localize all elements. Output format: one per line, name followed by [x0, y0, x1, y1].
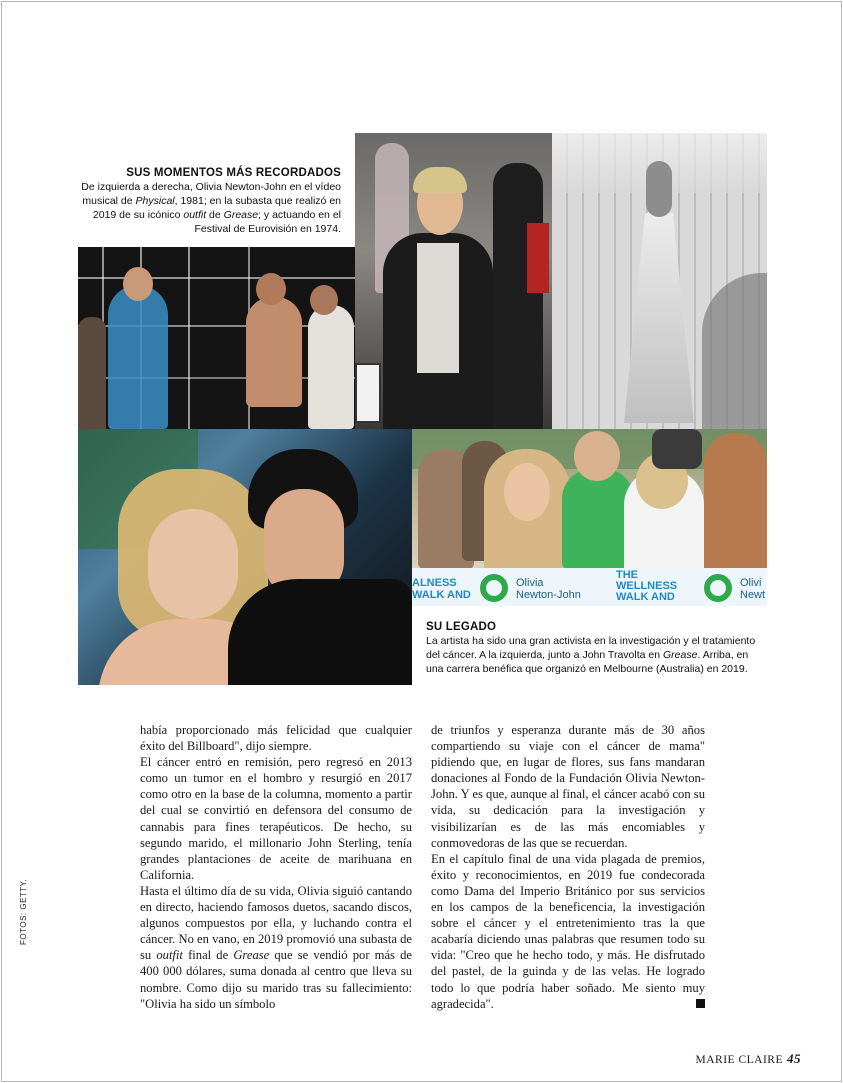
- banner-line: THE: [616, 569, 638, 581]
- article-text-part: En el capítulo final de una vida plagada de premios, éxito y reconocimientos, en 2019 fue condecorada como Dama del Imperio Británico por sus servicios en los campos de la beneficencia, la investigación sobre el cáncer y el entretenimiento tras la que acabaría diciendo unas palabras que resumen todo su vida: "Creo que he hecho todo, y más. He disfrutado del pastel, de la guinda y de las velas. He logrado todo lo que podría haber soñado. Me siento muy agradecida".: [431, 851, 705, 1011]
- magazine-name: MARIE CLAIRE: [695, 1054, 783, 1066]
- caption-italic-physical: Physical: [135, 195, 175, 207]
- page-number: 45: [787, 1051, 801, 1066]
- caption-legacy-title: SU LEGADO: [426, 621, 497, 633]
- caption-italic-grease: Grease: [223, 209, 259, 221]
- charity-banner: [412, 568, 767, 606]
- caption-moments-title: SUS MOMENTOS MÁS RECORDADOS: [126, 167, 341, 179]
- caption-italic-outfit: outfit: [183, 209, 207, 221]
- article-text-part: final de: [182, 948, 234, 963]
- article-italic-grease: Grease: [233, 948, 270, 963]
- article-column-left: [140, 722, 412, 1012]
- caption-text-part: ; y actuando en el Festival de Eurovisión en 1974.: [194, 209, 341, 235]
- banner-org-text: [516, 577, 581, 601]
- article-paragraph: había proporcionado más felicidad que cualquier éxito del Billboard", dijo siempre.: [140, 723, 412, 754]
- banner-line: WALK AND: [616, 591, 675, 603]
- banner-left-text: [412, 577, 471, 601]
- article-text-part: Hasta el último día de su vida, Olivia siguió cantando en directo, haciendo famosos duetos, sacando discos, algunos compuestos por ella, y luchando contra el cáncer. No en vano, en 2019 promovió una subasta de su: [140, 883, 412, 963]
- banner-line: Olivi: [740, 577, 762, 589]
- foundation-logo-icon: [480, 574, 508, 602]
- caption-text-part: , 1981; en la subasta que realizó en 2019 de su icónico: [92, 195, 341, 221]
- photo-charity-walk: [412, 429, 767, 606]
- photo-eurovision-1974: [552, 133, 767, 429]
- banner-right-text: [740, 577, 765, 601]
- caption-text-part: De izquierda a derecha, Olivia Newton-John en el vídeo musical de: [81, 181, 341, 207]
- page-folio: [696, 1051, 801, 1067]
- caption-moments-text: [78, 180, 341, 236]
- article-text-part: que se vendió por más de 400 000 dólares, suma donada al centro que lleva su nombre. Como dijo su marido tras su fallecimiento: "Olivia ha sido un símbolo: [140, 948, 412, 1011]
- article-paragraph: [140, 883, 412, 1012]
- article-paragraph: de triunfos y esperanza durante más de 30 años compartiendo su viaje con el cáncer de mama" pidiendo que, en lugar de flores, sus fans mandaran donaciones al Fondo de la Fundación Olivia Newton-John. Y es que, aunque al final, el cáncer acabó con su vida, su dedicación para la investigación y visibilizarían es de las más encomiables y conmovedoras de las que se recuerdan.: [431, 723, 705, 850]
- caption-legacy: [426, 620, 766, 676]
- article-column-right: [431, 722, 705, 1012]
- banner-line: Olivia: [516, 577, 544, 589]
- photo-physical-video: [78, 247, 355, 429]
- photo-credit: FOTOS: GETTY.: [19, 878, 28, 945]
- caption-moments: [78, 166, 341, 236]
- article-italic-outfit: outfit: [156, 948, 183, 963]
- caption-text-part: . Arriba, en una carrera benéfica que organizó en Melbourne (Australia) en 2019.: [426, 649, 749, 675]
- caption-text-part: La artista ha sido una gran activista en la investigación y el tratamiento del cáncer. A la izquierda, junto a John Travolta en: [426, 635, 756, 661]
- banner-line: WALK AND: [412, 589, 471, 601]
- banner-line: WELLNESS: [616, 580, 678, 592]
- caption-text-part: de: [206, 209, 224, 221]
- banner-line: Newt: [740, 589, 766, 601]
- caption-legacy-text: [426, 634, 766, 676]
- banner-line: ALNESS: [412, 577, 457, 589]
- banner-line: Newton-John: [516, 589, 581, 601]
- banner-event-text: [616, 570, 677, 603]
- article-paragraph: El cáncer entró en remisión, pero regresó en 2013 como un tumor en el hombro y resurgió en 2017 como otro en la base de la columna, momento a partir del cual se convirtió en defensora del consumo de cannabis para fines terapéuticos. De hecho, su segundo marido, el millonario John Sterling, tenía grandes plantaciones de aceite de marihuana en California.: [140, 755, 412, 882]
- end-of-article-mark: [696, 999, 705, 1008]
- foundation-logo-icon: [704, 574, 732, 602]
- caption-italic-grease: Grease: [663, 649, 698, 661]
- photo-auction: [355, 133, 552, 429]
- photo-grease-travolta: [78, 429, 412, 685]
- article-paragraph: [431, 851, 705, 1012]
